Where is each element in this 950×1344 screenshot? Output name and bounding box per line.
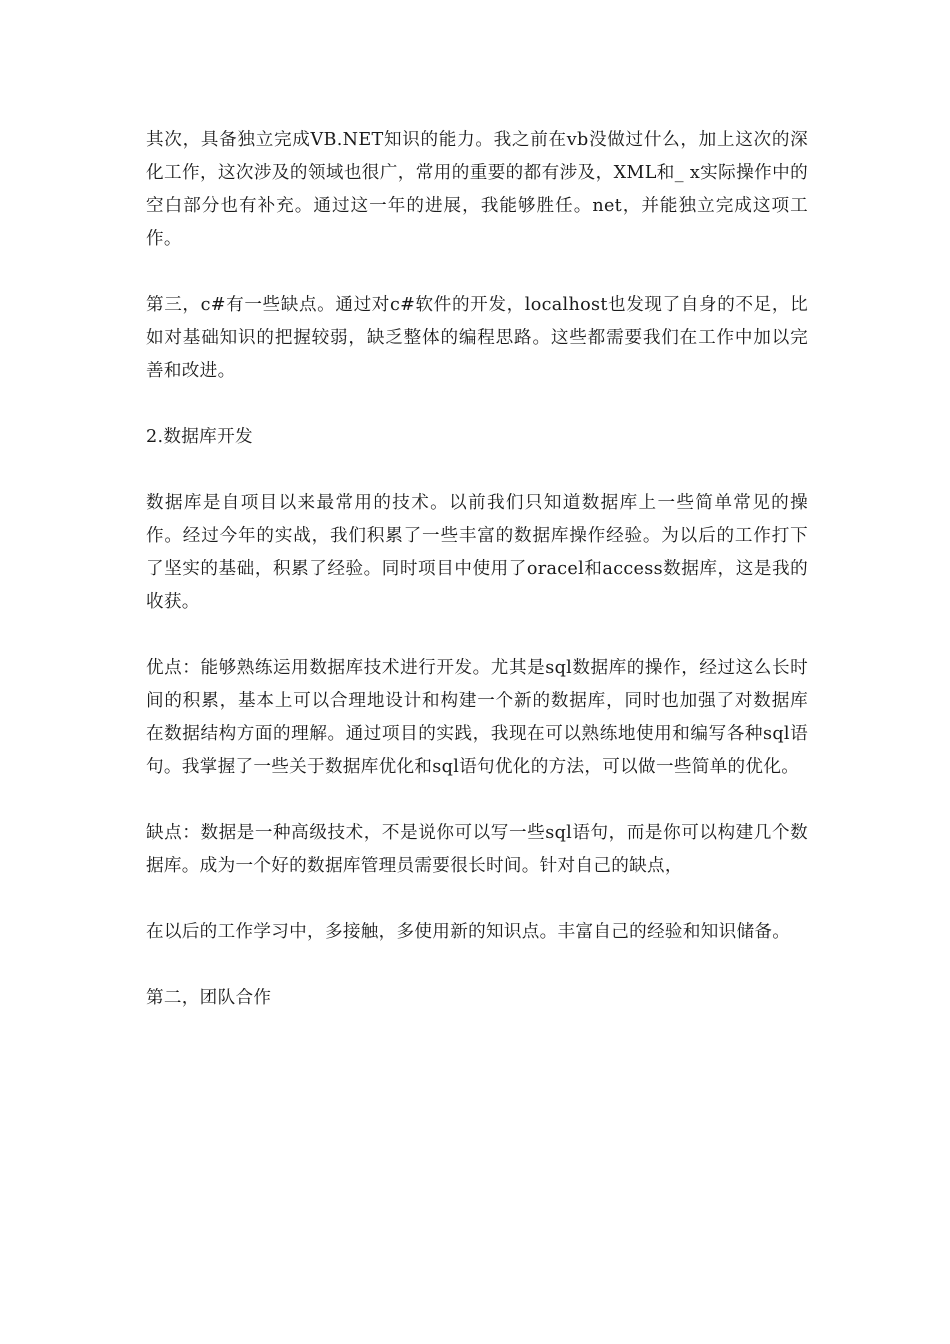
paragraph-database-intro: 数据库是自项目以来最常用的技术。以前我们只知道数据库上一些简单常见的操作。经过今年的实战，我们积累了一些丰富的数据库操作经验。为以后的工作打下了坚实的基础，积累了经验。同时项目中使用了oracel和access数据库，这是我的收获。 xyxy=(146,493,808,612)
paragraph-vbnet-ability: 其次，具备独立完成VB.NET知识的能力。我之前在vb没做过什么，加上这次的深化工作，这次涉及的领域也很广，常用的重要的都有涉及，XML和_ x实际操作中的空白部分也有补充。通过这一年的进展，我能够胜任。net，并能独立完成这项工作。 xyxy=(146,130,808,249)
paragraph-csharp-shortcomings: 第三，c#有一些缺点。通过对c#软件的开发，localhost也发现了自身的不足，比如对基础知识的把握较弱，缺乏整体的编程思路。这些都需要我们在工作中加以完善和改进。 xyxy=(146,295,808,381)
document-body xyxy=(146,124,808,1048)
paragraph-database-weaknesses: 缺点：数据是一种高级技术，不是说你可以写一些sql语句，而是你可以构建几个数据库。成为一个好的数据库管理员需要很长时间。针对自己的缺点， xyxy=(146,823,808,876)
section-heading-database: 2.数据库开发 xyxy=(146,427,253,447)
section-heading-teamwork: 第二，团队合作 xyxy=(146,988,272,1008)
paragraph-future-learning: 在以后的工作学习中，多接触，多使用新的知识点。丰富自己的经验和知识储备。 xyxy=(146,922,791,942)
paragraph-database-strengths: 优点：能够熟练运用数据库技术进行开发。尤其是sql数据库的操作，经过这么长时间的积累，基本上可以合理地设计和构建一个新的数据库，同时也加强了对数据库在数据结构方面的理解。通过项目的实践，我现在可以熟练地使用和编写各种sql语句。我掌握了一些关于数据库优化和sql语句优化的方法，可以做一些简单的优化。 xyxy=(146,658,808,777)
